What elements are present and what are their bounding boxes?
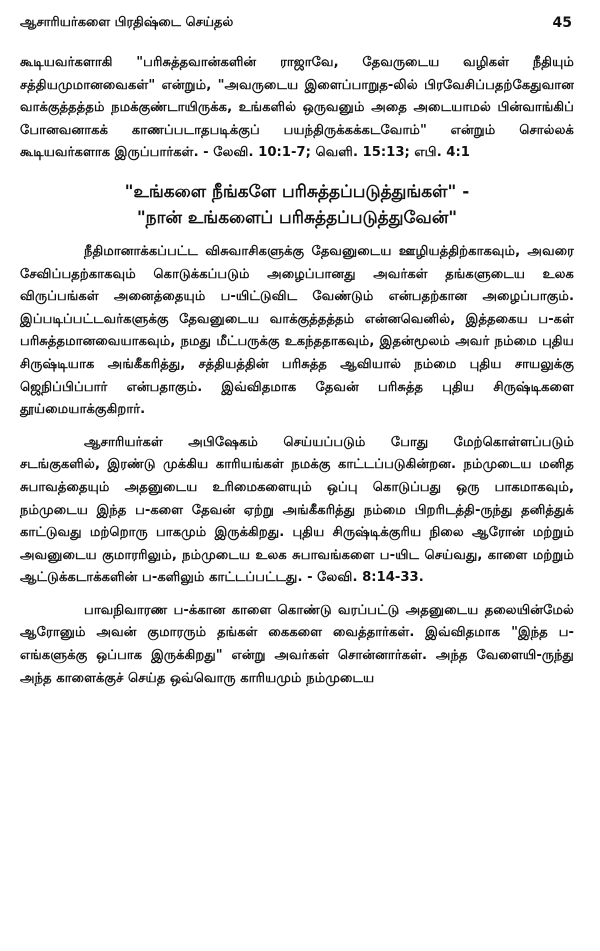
section-heading-line-2: "நான் உங்களைப் பரிசுத்தப்படுத்துவேன்" — [136, 207, 458, 228]
page-header — [20, 0, 574, 46]
section-heading-line-1: "உங்களை நீங்களே பரிசுத்தப்படுத்துங்கள்" - — [124, 181, 470, 202]
page-number: 45 — [552, 15, 572, 31]
paragraph-2: நீதிமானாக்கப்பட்ட விசுவாசிகளுக்கு தேவனுடைய ஊழியத்திற்காகவும், அவரை சேவிப்பதற்காகவும் கொடுக்கப்படும் அழைப்பானது அவர்கள் தங்களுடைய உலக விருப்பங்கள் அனைத்தையும் ப-யிட்டுவிட வேண்டும் என்பதற்கான அழைப்பாகும். இப்படிப்பட்டவர்களுக்கு தேவனுடைய வாக்குத்தத்தம் என்னவெனில், இத்தகைய ப-கள் பரிசுத்தமானவையாகவும், நமது மீட்பருக்கு உகந்ததாகவும், இதன்மூலம் அவர் நம்மை புதிய சிருஷ்டியாக அங்கீகரித்து, சத்தியத்தின் பரிசுத்த ஆவியால் நம்மை புதிய சாயலுக்கு ஜெநிப்பிப்பார் என்பதாகும். இவ்விதமாக தேவன் பரிசுத்த புதிய சிருஷ்டிகளை தூய்மையாக்குகிறார். — [20, 243, 574, 418]
running-title: ஆசாரியர்களை பிரதிஷ்டை செய்தல் — [20, 15, 234, 30]
section-heading — [20, 179, 574, 231]
paragraph-3: ஆசாரியர்கள் அபிஷேகம் செய்யப்படும் போது மேற்கொள்ளப்படும் சடங்குகளில், இரண்டு முக்கிய காரியங்கள் நமக்கு காட்டப்படுகின்றன. நம்முடைய மனித சுபாவத்தையும் அதனுடைய உரிமைகளையும் ஒப்பு கொடுப்பது ஒரு பாகமாகவும், நம்முடைய இந்த ப-களை தேவன் ஏற்று அங்கீகரித்து நம்மை பிறரிடத்தி-ருந்து தனித்துக் காட்டுவது மற்றொரு பாகமும் இருக்கிறது. புதிய சிருஷ்டிக்குரிய நிலை ஆரோன் மற்றும் அவனுடைய குமாரரிலும், நம்முடைய உலக சுபாவங்களை ப-யிட செய்வது, காளை மற்றும் ஆட்டுக்கடாக்களின் ப-களிலும் காட்டப்பட்டது. - லேவி. 8:14-33. — [20, 434, 574, 586]
paragraph-1: கூடியவர்களாகி "பரிசுத்தவான்களின் ராஜாவே, தேவருடைய வழிகள் நீதியும் சத்தியமுமானவைகள்" என்றும், "அவருடைய இளைப்பாறுத-லில் பிரவேசிப்பதற்கேதுவான வாக்குத்தத்தம் நமக்குண்டாயிருக்க, உங்களில் ஒருவனும் அதை அடையாமல் பின்வாங்கிப் போனவனாகக் காணப்படாதபடிக்குப் பயந்திருக்கக்கடவோம்" என்றும் சொல்லக் கூடியவர்களாக இருப்பார்கள். - லேவி. 10:1-7; வெளி. 15:13; எபி. 4:1 — [20, 55, 574, 161]
paragraph-4: பாவநிவாரண ப-க்கான காளை கொண்டு வரப்பட்டு அதனுடைய தலையின்மேல் ஆரோனும் அவன் குமாரரும் தங்கள் கைகளை வைத்தார்கள். இவ்விதமாக "இந்த ப- எங்களுக்கு ஒப்பாக இருக்கிறது" என்று அவர்கள் சொன்னார்கள். அந்த வேளையி-ருந்து அந்த காளைக்குச் செய்த ஒவ்வொரு காரியமும் நம்முடைய — [20, 602, 574, 686]
